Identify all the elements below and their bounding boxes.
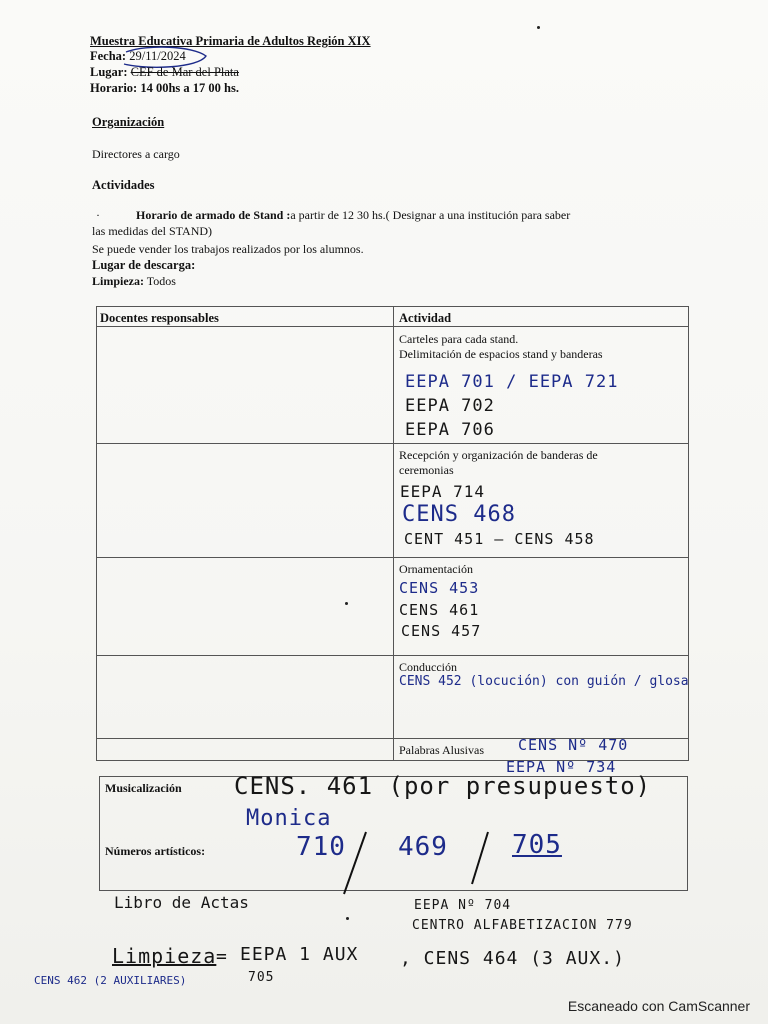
handwritten-entry: EEPA 706 (405, 420, 495, 440)
handwritten-number: 705 (512, 830, 562, 860)
table-border (99, 776, 100, 891)
horario-label: Horario: (90, 81, 138, 95)
table-border (99, 890, 688, 891)
scan-speck (537, 26, 540, 29)
handwritten-entry: CENT 451 – CENS 458 (404, 530, 595, 548)
fecha-value: 29/11/2024 (129, 49, 186, 63)
stand-text: a partir de 12 30 hs.( Designar a una institución para saber (290, 208, 571, 222)
limpieza-entry: 705 (248, 970, 275, 985)
stand-text-2: las medidas del STAND) (92, 224, 213, 238)
limpieza-entry: , CENS 464 (3 AUX.) (400, 948, 625, 969)
handwritten-number: 710 (296, 832, 346, 862)
table-border (687, 776, 688, 891)
descarga-label: Lugar de descarga: (92, 258, 196, 272)
document-title: Muestra Educativa Primaria de Adultos Región XIX (90, 34, 371, 48)
actividades-heading: Actividades (92, 178, 155, 192)
handwritten-entry: EEPA 701 / EEPA 721 (405, 372, 619, 392)
musicalizacion-label: Musicalización (105, 781, 182, 795)
libro-actas-entry: CENTRO ALFABETIZACION 779 (412, 918, 633, 933)
stand-label: Horario de armado de Stand : (136, 208, 291, 222)
handwritten-entry: EEPA 702 (405, 396, 495, 416)
activity-text: Carteles para cada stand. (399, 332, 519, 346)
handwritten-entry: CENS 452 (locución) con guión / glosa (399, 674, 689, 689)
lugar-line (90, 65, 239, 80)
activity-text: Conducción (399, 660, 457, 674)
camscanner-watermark: Escaneado con CamScanner (567, 998, 750, 1014)
lugar-value: CEF de Mar del Plata (130, 65, 239, 79)
fecha-label: Fecha: (90, 49, 127, 63)
bullet: · (96, 208, 100, 222)
table-border (688, 306, 689, 761)
slash-mark (468, 828, 492, 888)
handwritten-entry: CENS Nº 470 (518, 736, 629, 754)
table-border (96, 306, 97, 761)
limpieza-line (92, 274, 176, 289)
handwritten-entry: CENS 453 (399, 579, 480, 597)
activity-text: Ornamentación (399, 562, 473, 576)
horario-value: 14 00hs a 17 00 hs. (140, 81, 239, 95)
limpieza-value: Todos (146, 274, 176, 288)
limpieza-entry: CENS 462 (2 AUXILIARES) (34, 974, 187, 987)
limpieza-note-label: Limpieza (112, 944, 217, 968)
horario-line (90, 81, 239, 96)
stand-line (136, 208, 570, 223)
scan-speck (346, 917, 349, 920)
col-header-actividad: Actividad (399, 311, 452, 325)
handwritten-entry: EEPA 714 (400, 482, 486, 501)
scan-speck (345, 602, 348, 605)
activity-text: Palabras Alusivas (399, 743, 484, 757)
lugar-label: Lugar: (90, 65, 128, 79)
handwritten-number: 469 (398, 832, 448, 862)
slash-mark (340, 828, 370, 898)
limpieza-equals: = (216, 946, 228, 967)
col-header-docentes: Docentes responsables (100, 311, 219, 325)
table-border (393, 306, 394, 761)
activity-text: Recepción y organización de banderas de (399, 448, 598, 462)
limpieza-label: Limpieza: (92, 274, 144, 288)
limpieza-entry: EEPA 1 AUX (240, 944, 359, 965)
venta-text: Se puede vender los trabajos realizados por los alumnos. (92, 242, 364, 256)
handwritten-entry: Monica (246, 806, 332, 831)
handwritten-entry: CENS 468 (402, 502, 516, 527)
libro-actas-entry: EEPA Nº 704 (414, 898, 512, 913)
handwritten-entry: CENS 457 (401, 622, 482, 640)
handwritten-entry: CENS 461 (399, 601, 480, 619)
handwritten-entry: EEPA Nº 734 (506, 758, 617, 776)
organizacion-heading: Organización (92, 115, 165, 129)
libro-actas-note: Libro de Actas (114, 893, 249, 912)
activity-text: ceremonias (399, 463, 454, 477)
organizacion-text: Directores a cargo (92, 147, 180, 161)
handwritten-entry: CENS. 461 (por presupuesto) (234, 772, 652, 800)
activity-text: Delimitación de espacios stand y banderas (399, 347, 603, 361)
numeros-label: Números artísticos: (105, 844, 206, 858)
